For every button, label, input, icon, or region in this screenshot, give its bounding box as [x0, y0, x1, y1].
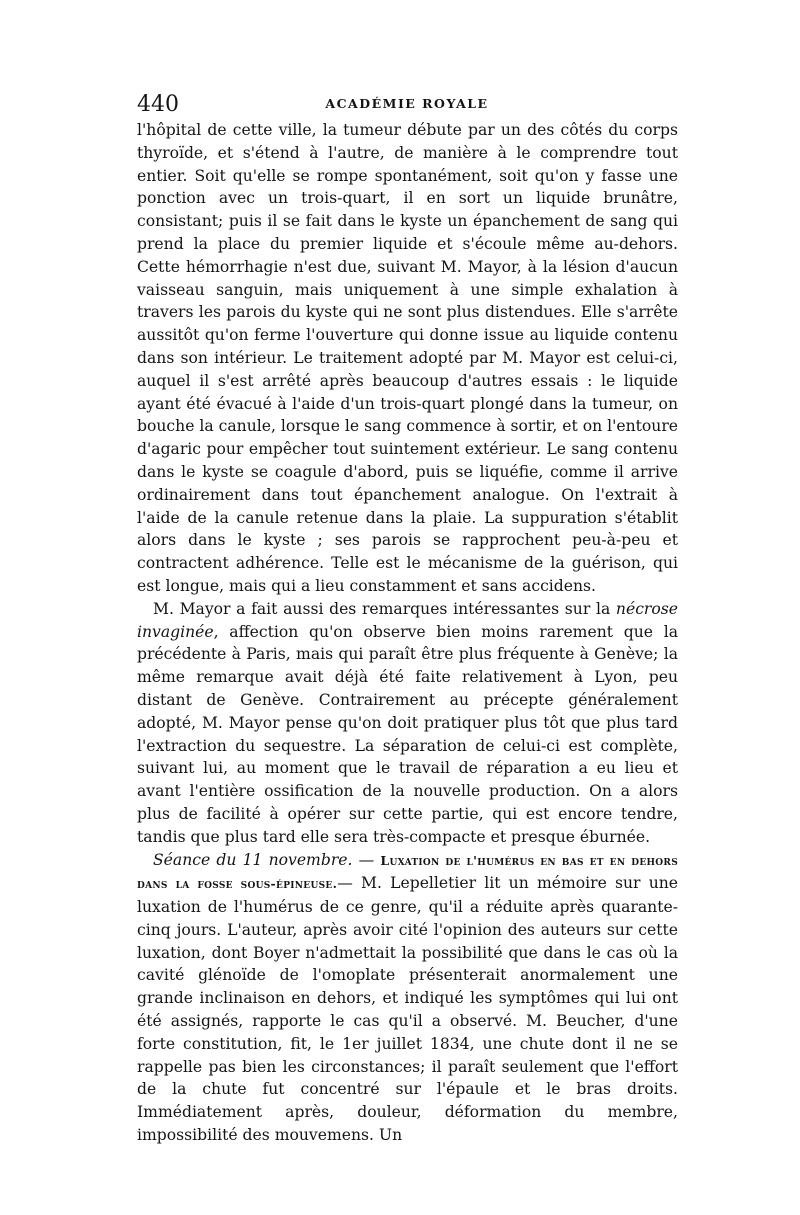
paragraph-text: M. Mayor a fait aussi des remarques intéressantes sur la	[153, 599, 616, 618]
paragraph-text: , affection qu'on observe bien moins rarement que la précédente à Paris, mais qui paraît être plus fréquente à Genève; la même remarque avait déjà été faite relativement à Lyon, peu distant de Genève. Contrairement au précepte généralement adopté, M. Mayor pense qu'on doit pratiquer plus tôt que plus tard l'extraction du sequestre. La séparation de celui-ci est complète, suivant lui, au moment que le travail de réparation a eu lieu et avant l'entière ossification de la nouvelle production. On a alors plus de facilité à opérer sur cette partie, qui est encore tendre, tandis que plus tard elle sera très-compacte et presque éburnée.	[137, 622, 678, 846]
paragraph-seance	[137, 849, 678, 1147]
page-header	[137, 92, 677, 122]
paragraph-text: — M. Lepelletier lit un mémoire sur une luxation de l'humérus de ce genre, qu'il a réduite après quarante-cinq jours. L'auteur, après avoir cité l'opinion des auteurs sur cette luxation, dont Boyer n'admettait la possibilité que dans le cas où la cavité glénoïde de l'omoplate présenterait anormalement une grande inclinaison en dehors, et indiqué les symptômes qui lui ont été assignés, rapporte le cas qu'il a observé. M. Beucher, d'une forte constitution, fit, le 1er juillet 1834, une chute dont il ne se rappelle pas bien les circonstances; il paraît seulement que l'effort de la chute fut concentré sur l'épaule et le bras droits. Immédiatement après, douleur, déformation du membre, impossibilité des mouvemens. Un	[137, 874, 679, 1145]
page-number: 440	[137, 92, 179, 117]
paragraph-necrosis	[137, 598, 678, 849]
paragraph-hemorrhage	[137, 119, 678, 598]
paragraph-text: l'hôpital de cette ville, la tumeur débute par un des côtés du corps thyroïde, et s'étend à l'autre, de manière à le comprendre tout entier. Soit qu'elle se rompe spontanément, soit qu'on y fasse une ponction avec un trois-quart, il en sort un liquide brunâtre, consistant; puis il se fait dans le kyste un épanchement de sang qui prend la place du premier liquide et s'écoule même au-dehors. Cette hémorrhagie n'est due, suivant M. Mayor, à la lésion d'aucun vaisseau sanguin, mais uniquement à une simple exhalation à travers les parois du kyste qui ne sont plus distendues. Elle s'arrête aussitôt qu'on ferme l'ouverture qui donne issue au liquide contenu dans son intérieur. Le traitement adopté par M. Mayor est celui-ci, auquel il s'est arrêté après beaucoup d'autres essais : le liquide ayant été évacué à l'aide d'un trois-quart plongé dans la tumeur, on bouche la canule, lorsque le sang commence à sortir, et on l'entoure d'agaric pour empêcher tout suintement extérieur. Le sang contenu dans le kyste se coagule d'abord, puis se liquéfie, comme il arrive ordinairement dans tout épanchement analogue. On l'extrait à l'aide de la canule retenue dans la plaie. La suppuration s'établit alors dans le kyste ; ses parois se rapprochent peu-à-peu et contractent adhérence. Telle est le mécanisme de la guérison, qui est longue, mais qui a lieu constamment et sans accidens.	[137, 121, 679, 595]
dash: —	[352, 850, 381, 869]
running-title: ACADÉMIE ROYALE	[325, 96, 489, 111]
page-body	[137, 119, 678, 1147]
seance-date: Séance du 11 novembre.	[153, 850, 353, 869]
italic-term: nécrose invaginée	[137, 599, 678, 641]
section-title: Luxation de l'humérus en bas et en dehors dans la fosse sous-épineuse.	[137, 852, 679, 892]
